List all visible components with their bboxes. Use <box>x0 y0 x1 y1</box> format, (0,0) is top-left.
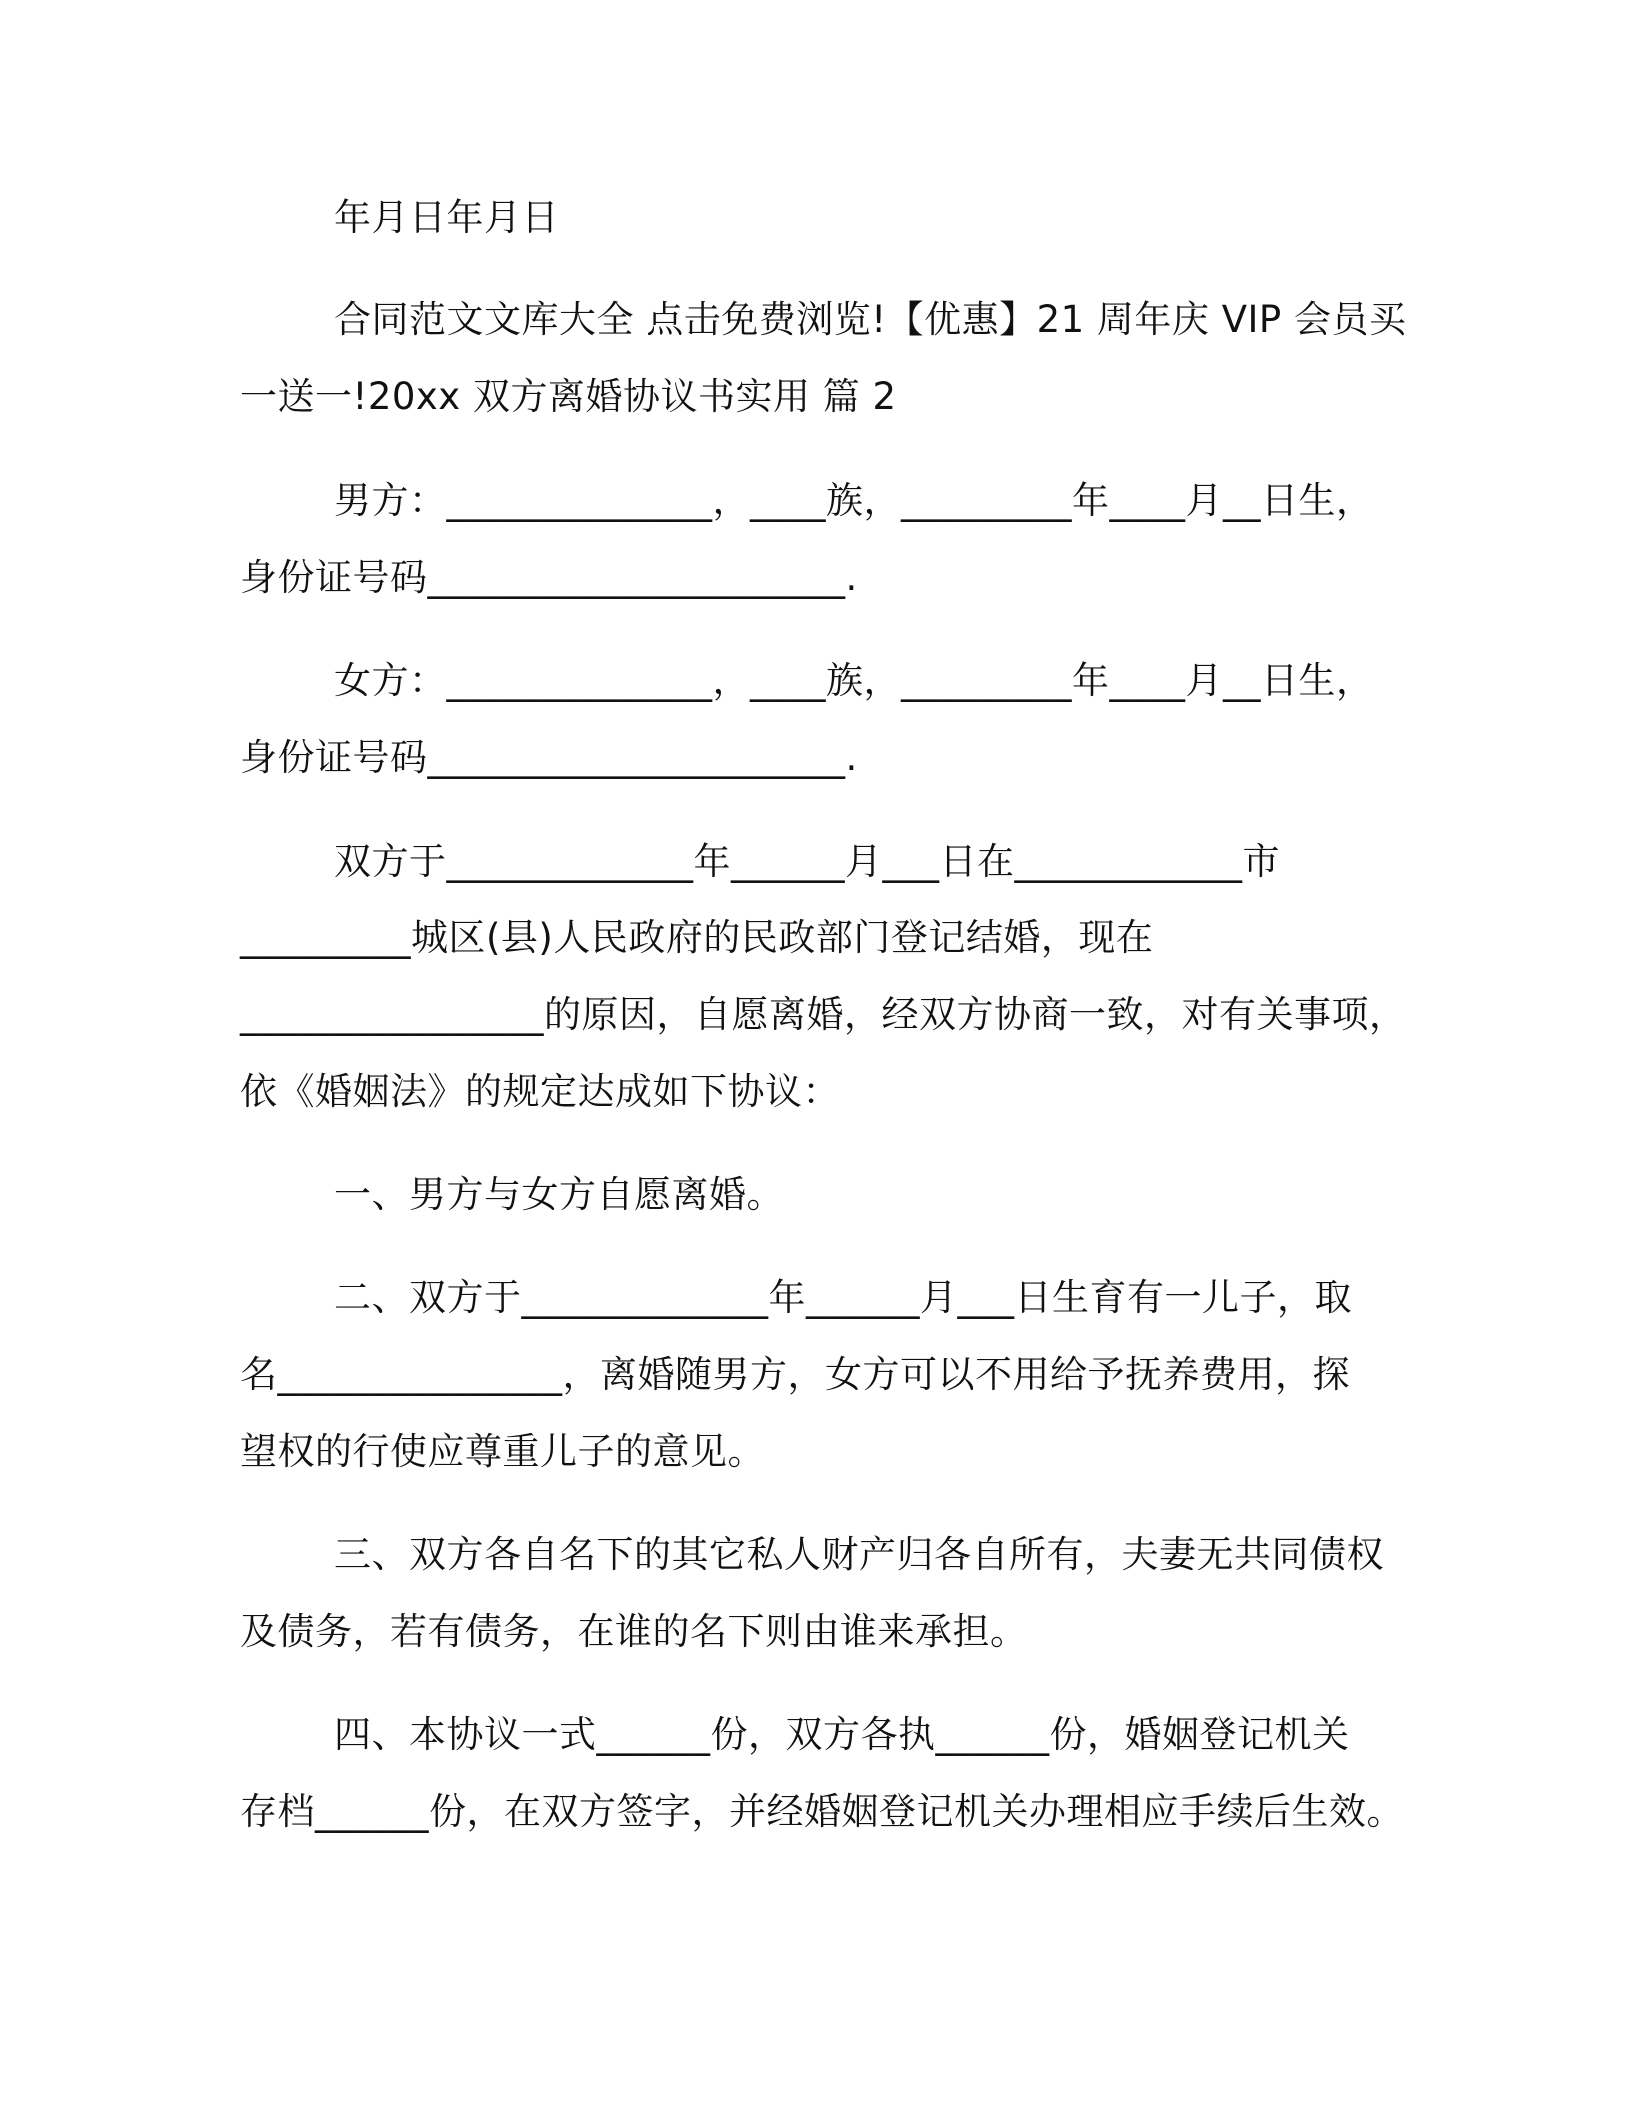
clause-4-line-1: 四、本协议一式______份，双方各执______份，婚姻登记机关 <box>334 1713 1350 1756</box>
clause-2-line-3: 望权的行使应尊重儿子的意见。 <box>240 1430 765 1473</box>
clause-2-line-1: 二、双方于_____________年______月___日生育有一儿子，取 <box>334 1276 1352 1319</box>
marriage-line-1: 双方于_____________年______月___日在____________市 <box>334 840 1280 883</box>
date-line: 年月日年月日 <box>334 196 559 239</box>
clause-3-line-2: 及债务，若有债务，在谁的名下则由谁来承担。 <box>240 1610 1028 1653</box>
clause-2-line-2: 名_______________，离婚随男方，女方可以不用给予抚养费用，探 <box>240 1353 1350 1396</box>
male-id-line: 身份证号码______________________. <box>240 556 858 599</box>
female-id-line: 身份证号码______________________. <box>240 736 858 779</box>
marriage-line-4: 依《婚姻法》的规定达成如下协议： <box>240 1070 840 1113</box>
clause-3-line-1: 三、双方各自名下的其它私人财产归各自所有，夫妻无共同债权 <box>334 1533 1384 1576</box>
female-info-line: 女方：______________，____族，_________年____月__日生， <box>334 659 1374 702</box>
male-info-line: 男方：______________，____族，_________年____月__日生， <box>334 479 1374 522</box>
promo-line-2: 一送一!20xx 双方离婚协议书实用 篇 2 <box>240 375 897 418</box>
marriage-line-2: _________城区(县)人民政府的民政部门登记结婚，现在 <box>240 916 1154 959</box>
clause-4-line-2: 存档______份，在双方签字，并经婚姻登记机关办理相应手续后生效。 <box>240 1790 1404 1833</box>
promo-line-1: 合同范文文库大全 点击免费浏览!【优惠】21 周年庆 VIP 会员买 <box>334 298 1407 341</box>
clause-1: 一、男方与女方自愿离婚。 <box>334 1173 784 1216</box>
marriage-line-3: ________________的原因，自愿离婚，经双方协商一致，对有关事项， <box>240 993 1407 1036</box>
